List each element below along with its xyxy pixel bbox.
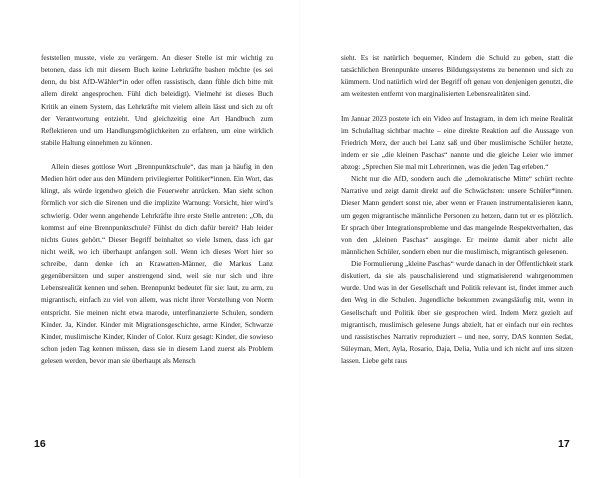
paragraph-gap xyxy=(341,101,573,113)
book-gutter xyxy=(299,0,301,478)
page-number-right: 17 xyxy=(558,438,570,450)
right-paragraph-3: Nicht nur die AfD, sondern auch die „demokratische Mitte“ schürt rechte Narrative und zeigt damit direkt auf die Schwächsten: unsere Schüler*innen. Dieser Mann gendert sonst nie, aber wenn er Frauen instrumentalisieren kann, um gegen migrantische männliche Personen zu hetzen, dann tut er es plötzlich. Er sprach über Integrationsprobleme und das mangelnde Respektverhalten, das von den „kleinen Paschas“ ausginge. Er meinte damit aber nicht alle männlichen Schüler, sondern eben nur die muslimisch, migrantisch gelesenen. xyxy=(341,175,573,256)
left-page xyxy=(41,52,273,367)
left-paragraph-1: feststellen musste, viele zu verärgern. An dieser Stelle ist mir wichtig zu betonen, dass ich mit diesem Buch keine Lehrkräfte bashen möchte (es sei denn, du bist AfD-Wähler*in oder offen rassistisch, dann fühle dich bitte mit allem direkt angesprochen. Fühl dich beleidigt). Vielmehr ist dieses Buch Kritik an einem System, das Lehrkräfte mit vielem allein lässt und sich zu oft der Verantwortung entzieht. Und gleichzeitig eine Art Handbuch zum Reflektieren und um Handlungsmöglichkeiten zu erfahren, um eine wirklich stabile Haltung einnehmen zu können. xyxy=(41,54,273,147)
left-paragraph-2 xyxy=(41,161,273,367)
paragraph-gap xyxy=(41,149,273,161)
right-page xyxy=(341,52,573,367)
page-number-left: 16 xyxy=(34,438,46,450)
right-paragraph-2: Im Januar 2023 postete ich ein Video auf Instagram, in dem ich meine Realität im Schulalltag sichtbar machte – eine direkte Reaktion auf die Aussage von Friedrich Merz, der auch bei Lanz saß und über muslimische Schüler hetzte, indem er sie „die kleinen Paschas“ nannte und die gleiche Leier wie immer abzog: „Sprechen Sie mal mit Lehrerinnen, was die jeden Tag erleben.“ xyxy=(341,114,573,171)
right-paragraph-1: sieht. Es ist natürlich bequemer, Kindern die Schuld zu geben, statt die tatsächlichen Brennpunkte unseres Bildungssystems zu benennen und sich zu kümmern. Und natürlich wird der Begriff oft genau von denjenigen genutzt, die am weitesten entfernt von marginalisierten Lebensrealitäten sind. xyxy=(341,54,573,99)
left-paragraph-2-text: Allein dieses gottlose Wort „Brennpunktschule“, das man ja häufig in den Medien hört oder aus den Mündern privilegierter Politiker*innen. Ein Wort, das klingt, als würde irgendwo gleich die Feuerwehr anrücken. Man sieht schon förmlich vor sich die Sirenen und die implizite Warnung: Vorsicht, hier wird’s schwierig. Oder wenn angehende Lehrkräfte ihre erste Stelle antreten: „Oh, du kommst auf eine Brennpunktschule? Fühlst du dich dafür bereit? Hab leider nichts Gutes gehört.“ Dieser Begriff beinhaltet so viele Ismen, dass ich gar nicht weiß, wo ich überhaupt anfangen soll. Wenn ich dieses Wort hier so schreibe, dann denke ich an Krawatten-Männer, die Markus Lanz gegenübersitzen und super anstrengend sind, weil sie nur sich und ihre Lebensrealität kennen und sehen. Brennpunkt bedeutet für sie: laut, zu arm, zu migrantisch, einfach zu viel von allem, was nicht ihrer Vorstellung von Norm entspricht. Sie meinen nicht etwa marode, unterfinanzierte Schulen, sondern Kinder. Ja, Kinder. Kinder mit Migrationsgeschichte, arme Kinder, Schwarze Kinder, muslimische Kinder, Kinder of Color. Kurz gesagt: Kinder, die sowieso schon jeden Tag kennen müssen, dass sie in diesem Land zuerst als Problem gelesen werden, bevor man sie überhaupt als Mensch xyxy=(41,163,273,365)
right-paragraph-4: Die Formulierung „kleine Paschas“ wurde danach in der Öffentlichkeit stark diskutiert, da sie als pauschalisierend und stigmatisierend wahrgenommen wurde. Und was in der Gesellschaft und Politik relevant ist, findet immer auch den Weg in die Schulen. Jugendliche bekommen zwangsläufig mit, wenn in Gesellschaft und Politik über sie gesprochen wird. Indem Merz gezielt auf migrantisch, muslimisch gelesene Jungs abzielt, hat er einfach nur ein rechtes und rassistisches Narrativ reproduziert – und nee, sorry, DAS konnten Sedat, Süleyman, Mert, Ayla, Rosario, Daja, Delia, Yulia und ich nicht auf uns sitzen lassen. Liebe geht raus xyxy=(341,260,573,365)
